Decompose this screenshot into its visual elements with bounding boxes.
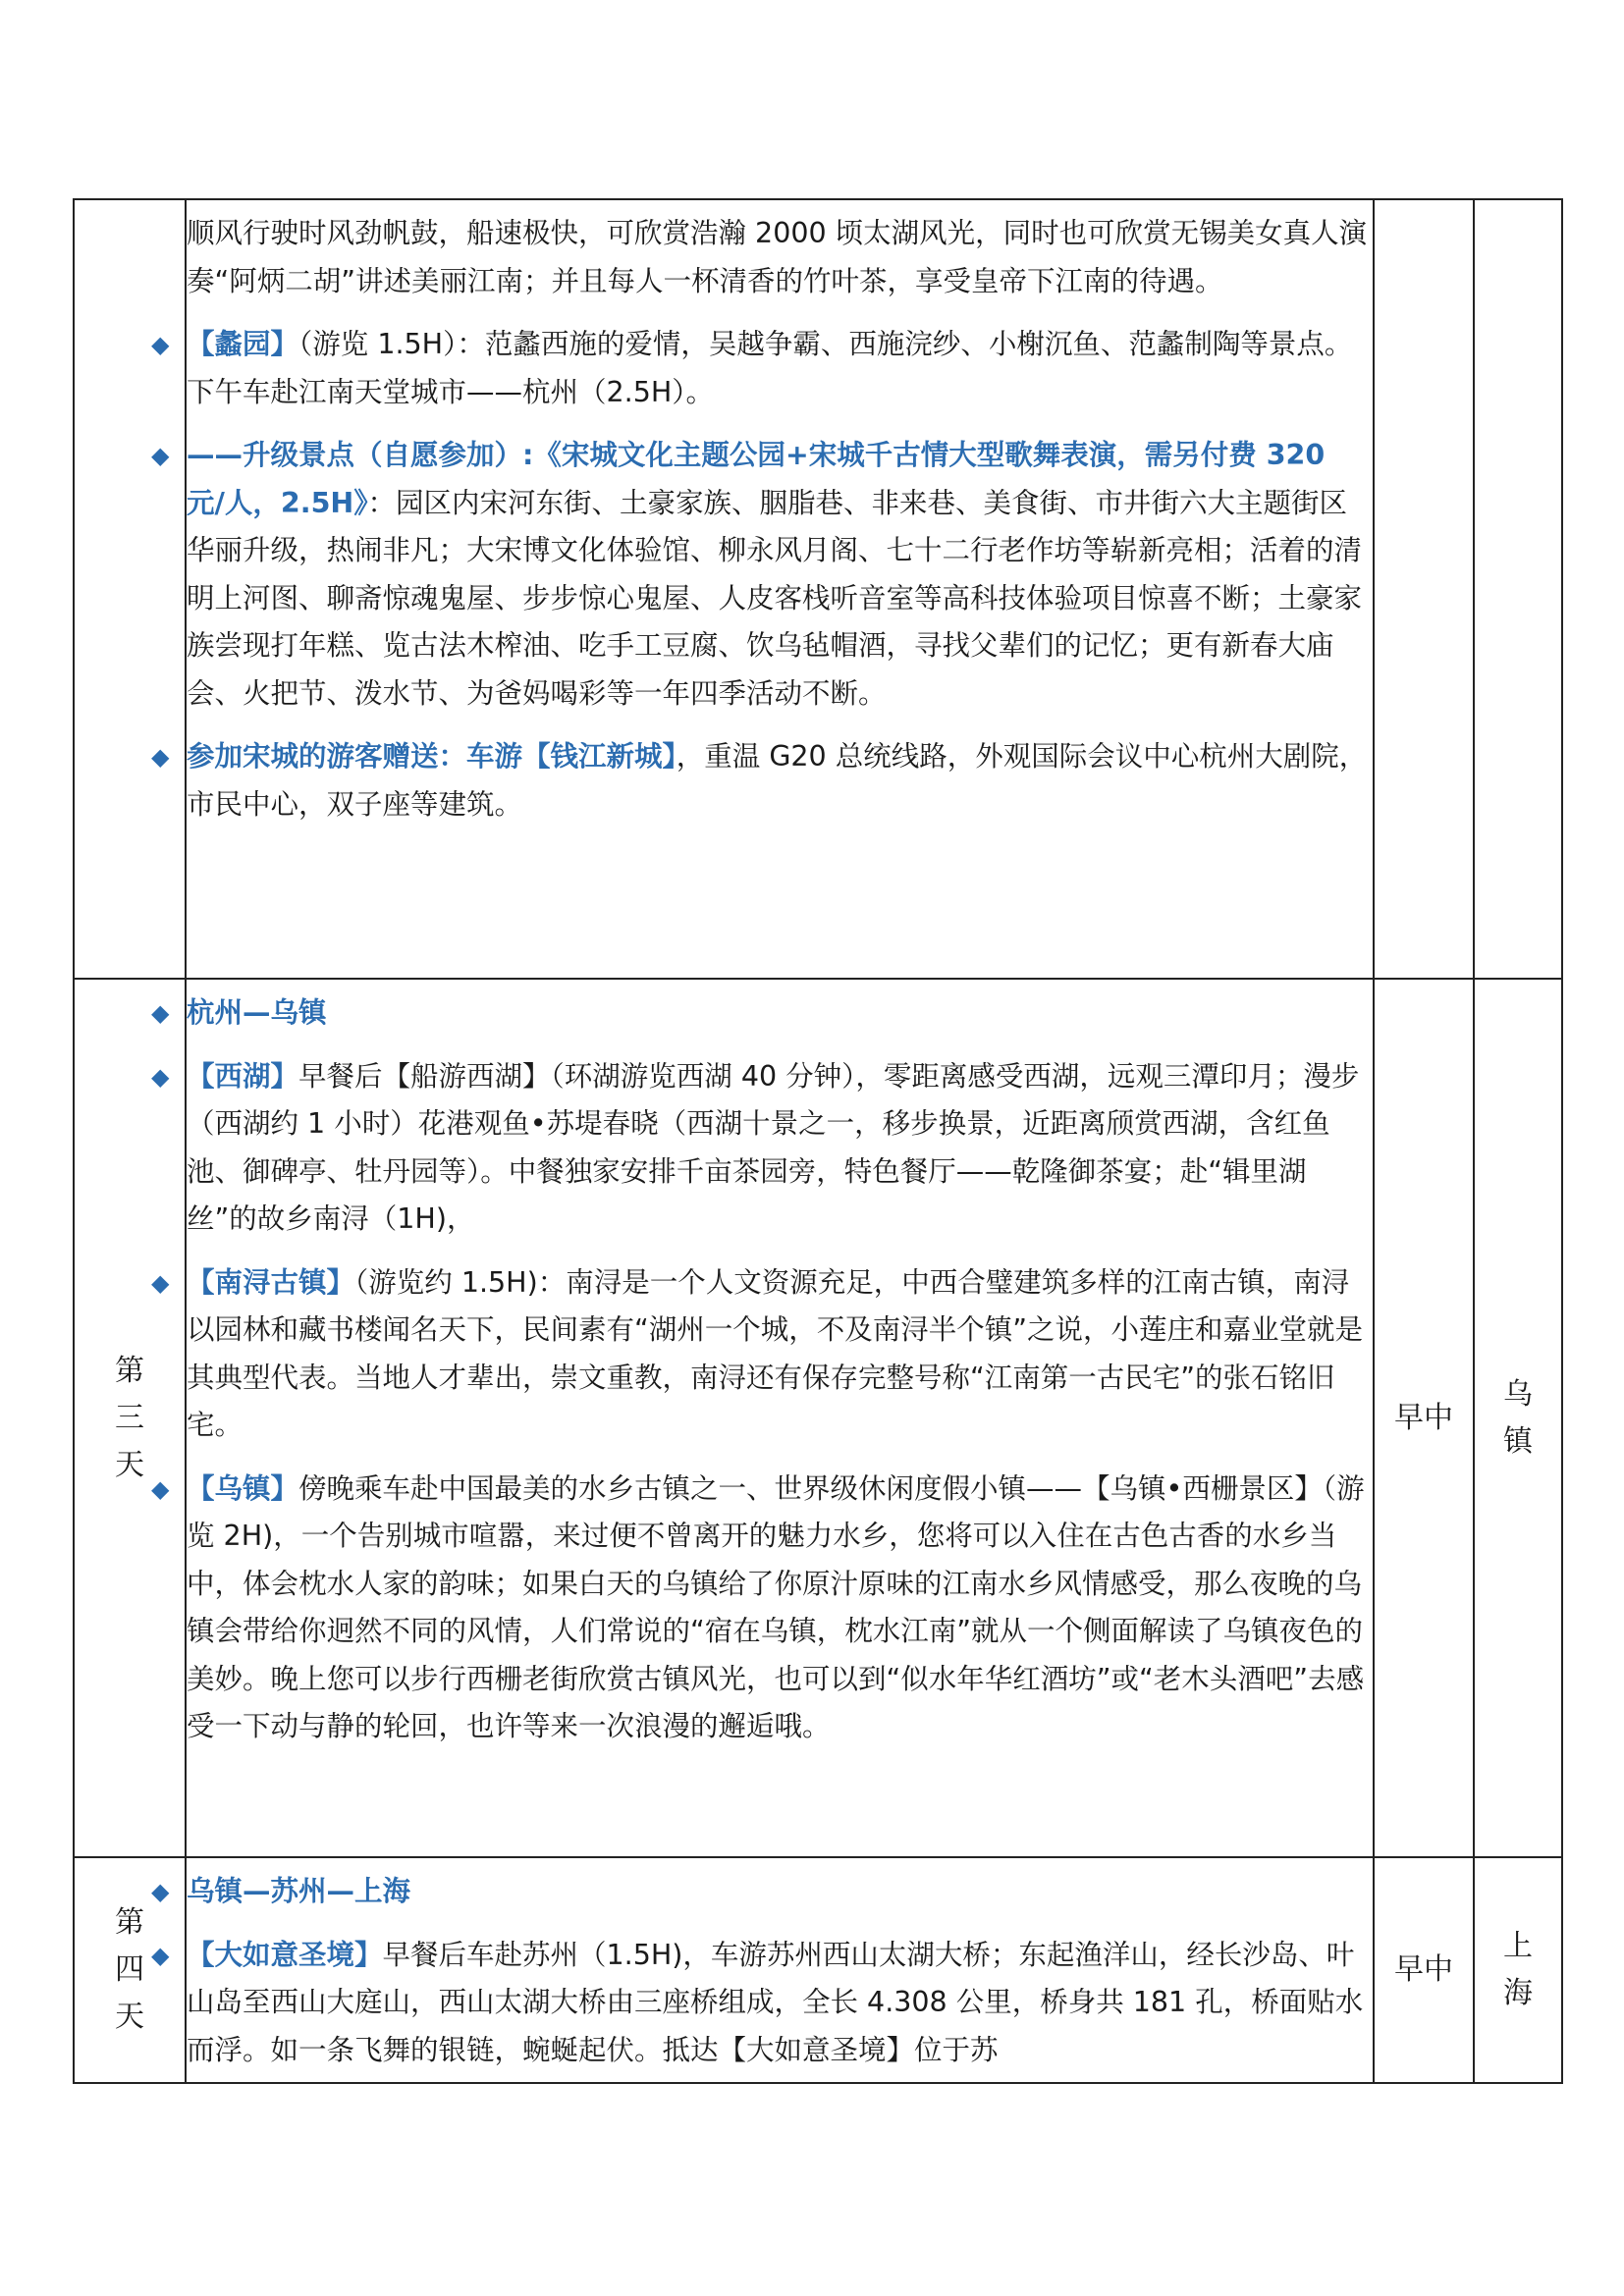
itinerary-paragraph: [187, 202, 1373, 313]
meal-cell: [1374, 199, 1474, 979]
diamond-bullet-icon: ◆: [151, 1878, 170, 1905]
paragraph-title: ——升级景点（自愿参加）:《宋城文化主题公园+宋城千古情大型歌舞表演，需另付费 320 元/人，2.5H》: [187, 439, 1326, 519]
diamond-bullet-icon: ◆: [151, 442, 170, 469]
itinerary-row: [74, 199, 1562, 979]
day-label: 第四天: [115, 1905, 144, 2034]
diamond-bullet-icon: ◆: [151, 331, 170, 358]
paragraph-text: ，重温 G20 总统线路，外观国际会议中心杭州大剧院，市民中心，双子座等建筑。: [187, 740, 1368, 821]
paragraph-title: 杭州—乌镇: [187, 996, 327, 1029]
paragraph-title: 乌镇—苏州—上海: [187, 1875, 411, 1907]
itinerary-content-cell: [151, 979, 1374, 1857]
paragraph-text: （游览 1.5H）：范蠡西施的爱情，吴越争霸、西施浣纱、小榭沉鱼、范蠡制陶等景点。下午车赴江南天堂城市——杭州（2.5H）。: [187, 328, 1353, 408]
paragraph-title: 【蠡园】: [187, 328, 299, 360]
itinerary-content-cell: [151, 1857, 1374, 2083]
itinerary-paragraph: [151, 1458, 1373, 1759]
hotel-cell: [1474, 199, 1562, 979]
paragraph-text: 早餐后车赴苏州（1.5H)，车游苏州西山太湖大桥；东起渔洋山，经长沙岛、叶山岛至西山大庭山，西山太湖大桥由三座桥组成，全长 4.308 公里，桥身共 181 孔，桥面贴水而浮。如一条飞舞的银链，蜿蜒起伏。抵达【大如意圣境】位于苏: [187, 1938, 1364, 2066]
paragraph-title: 【南浔古镇】: [187, 1265, 355, 1299]
hotel-cell: [1474, 1857, 1562, 2083]
diamond-bullet-icon: ◆: [151, 1474, 170, 1503]
paragraph-title: 【大如意圣境】: [187, 1938, 383, 1971]
meal-cell: 早中: [1374, 1857, 1474, 2083]
day-cell: [74, 199, 186, 979]
itinerary-paragraph: [151, 725, 1373, 836]
paragraph-title: 【乌镇】: [187, 1471, 299, 1505]
meal-cell: 早中: [1374, 979, 1474, 1857]
diamond-bullet-icon: ◆: [151, 1268, 170, 1297]
itinerary-paragraph: [151, 424, 1373, 725]
itinerary-paragraph: [151, 1252, 1373, 1458]
day-label: 第三天: [115, 1353, 144, 1482]
itinerary-paragraph: [151, 1924, 1373, 2083]
hotel-label: 乌镇: [1503, 1376, 1533, 1459]
paragraph-text: 顺风行驶时风劲帆鼓，船速极快，可欣赏浩瀚 2000 顷太湖风光，同时也可欣赏无锡美女真人演奏“阿炳二胡”讲述美丽江南；并且每人一杯清香的竹叶茶，享受皇帝下江南的待遇。: [187, 217, 1368, 297]
itinerary-row: [74, 1857, 1562, 2083]
diamond-bullet-icon: ◆: [151, 999, 170, 1027]
diamond-bullet-icon: ◆: [151, 1941, 170, 1969]
itinerary-paragraph: [151, 1860, 1373, 1924]
itinerary-table: [73, 198, 1563, 2084]
day-cell: [74, 979, 186, 1857]
itinerary-paragraph: [151, 982, 1373, 1045]
paragraph-text: 早餐后【船游西湖】（环湖游览西湖 40 分钟），零距离感受西湖，远观三潭印月；漫步（西湖约 1 小时）花港观鱼•苏堤春晓（西湖十景之一，移步换景，近距离颀赏西湖，含红鱼池、御碑亭、牡丹园等）。中餐独家安排千亩茶园旁，特色餐厅——乾隆御茶宴；赴“辑里湖丝”的故乡南浔（1H)，: [187, 1059, 1360, 1235]
diamond-bullet-icon: ◆: [151, 1062, 170, 1091]
paragraph-text: 傍晚乘车赴中国最美的水乡古镇之一、世界级休闲度假小镇——【乌镇•西栅景区】（游览 2H)，一个告别城市喧嚣，来过便不曾离开的魅力水乡，您将可以入住在古色古香的水乡当中，体会枕水人家的韵味；如果白天的乌镇给了你原汁原味的江南水乡风情感受，那么夜晚的乌镇会带给你迥然不同的风情，人们常说的“宿在乌镇，枕水江南”就从一个侧面解读了乌镇夜色的美妙。晚上您可以步行西栅老街欣赏古镇风光，也可以到“似水年华红酒坊”或“老木头酒吧”去感受一下动与静的轮回，也许等来一次浪漫的邂逅哦。: [187, 1471, 1365, 1742]
paragraph-title: 参加宋城的游客赠送：车游【钱江新城】: [187, 740, 677, 773]
diamond-bullet-icon: ◆: [151, 743, 170, 771]
paragraph-title: 【西湖】: [187, 1059, 299, 1093]
itinerary-paragraph: [151, 1045, 1373, 1252]
itinerary-content-cell: [151, 199, 1374, 979]
paragraph-text: ：园区内宋河东街、土豪家族、胭脂巷、非来巷、美食街、市井街六大主题街区华丽升级，热闹非凡；大宋博文化体验馆、柳永风月阁、七十二行老作坊等崭新亮相；活着的清明上河图、聊斋惊魂鬼屋、步步惊心鬼屋、人皮客栈听音室等高科技体验项目惊喜不断；土豪家族尝现打年糕、览古法木榨油、吃手工豆腐、饮乌毡帽酒，寻找父辈们的记忆；更有新春大庙会、火把节、泼水节、为爸妈喝彩等一年四季活动不断。: [187, 486, 1363, 710]
itinerary-row: [74, 979, 1562, 1857]
hotel-label: 上海: [1503, 1929, 1533, 2010]
hotel-cell: [1474, 979, 1562, 1857]
itinerary-paragraph: [151, 313, 1373, 424]
paragraph-text: （游览约 1.5H)：南浔是一个人文资源充足，中西合璧建筑多样的江南古镇，南浔以园林和藏书楼闻名天下，民间素有“湖州一个城，不及南浔半个镇”之说，小莲庄和嘉业堂就是其典型代表。当地人才辈出，崇文重教，南浔还有保存完整号称“江南第一古民宅”的张石铭旧宅。: [187, 1265, 1364, 1441]
